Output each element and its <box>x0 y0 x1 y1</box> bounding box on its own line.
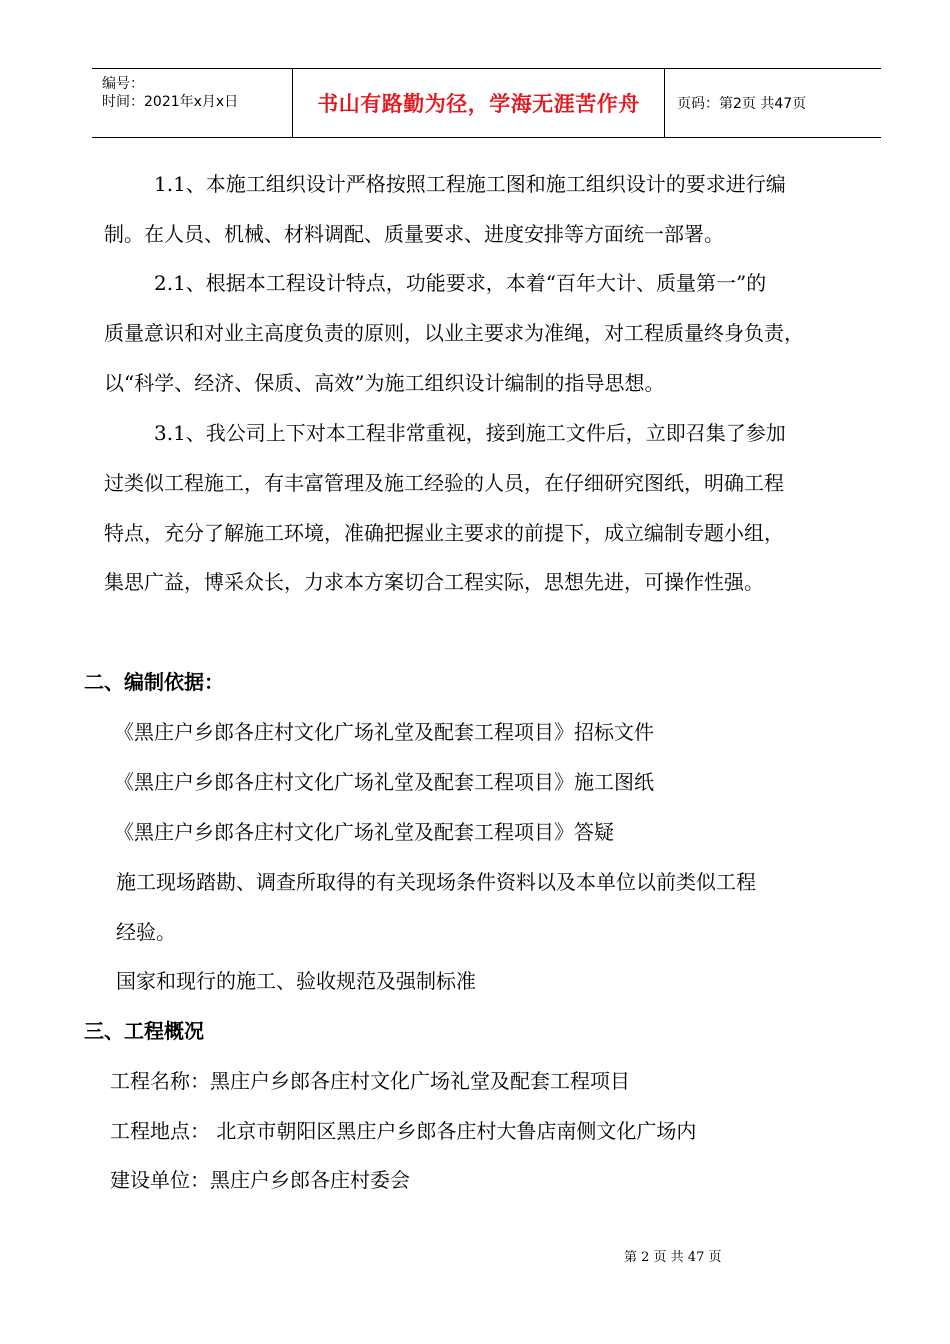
paragraph-2-line-2: 质量意识和对业主高度负责的原则，以业主要求为准绳，对工程质量终身负责， <box>104 321 804 345</box>
paragraph-3-line-3: 特点，充分了解施工环境，准确把握业主要求的前提下，成立编制专题小组， <box>104 521 784 545</box>
paragraph-2-line-1: 2.1、根据本工程设计特点，功能要求，本着“百年大计、质量第一”的 <box>154 271 767 295</box>
paragraph-3-line-2: 过类似工程施工，有丰富管理及施工经验的人员，在仔细研究图纸，明确工程 <box>104 471 784 495</box>
document-time-label: 时间：2021年x月x日 <box>102 94 239 110</box>
basis-item: 《黑庄户乡郎各庄村文化广场礼堂及配套工程项目》答疑 <box>114 820 614 844</box>
project-location: 工程地点： 北京市朝阳区黑庄户乡郎各庄村大鲁店南侧文化广场内 <box>110 1119 697 1143</box>
paragraph-2-line-3: 以“科学、经济、保质、高效”为施工组织设计编制的指导思想。 <box>104 371 665 395</box>
paragraph-3-line-1: 3.1、我公司上下对本工程非常重视，接到施工文件后，立即召集了参加 <box>154 421 786 445</box>
paragraph-1-line-1: 1.1、本施工组织设计严格按照工程施工图和施工组织设计的要求进行编 <box>154 172 786 196</box>
header-page-info: 页码：第2页 共47页 <box>677 96 807 112</box>
paragraph-1-line-2: 制。在人员、机械、材料调配、质量要求、进度安排等方面统一部署。 <box>104 222 724 246</box>
section-heading-overview: 三、工程概况 <box>84 1019 204 1043</box>
paragraph-3-line-4: 集思广益，博采众长，力求本方案切合工程实际，思想先进，可操作性强。 <box>104 570 764 594</box>
project-owner: 建设单位：黑庄户乡郎各庄村委会 <box>110 1168 410 1192</box>
basis-item: 施工现场踏勘、调查所取得的有关现场条件资料以及本单位以前类似工程 <box>116 870 756 894</box>
basis-item-continued: 经验。 <box>116 920 176 944</box>
basis-item: 国家和现行的施工、验收规范及强制标准 <box>116 969 476 993</box>
project-name: 工程名称：黑庄户乡郎各庄村文化广场礼堂及配套工程项目 <box>110 1069 630 1093</box>
header-meta-cell <box>92 69 293 137</box>
page-header <box>92 68 881 138</box>
basis-item: 《黑庄户乡郎各庄村文化广场礼堂及配套工程项目》施工图纸 <box>114 770 654 794</box>
page-footer-number: 第 2 页 共 47 页 <box>624 1250 722 1265</box>
basis-item: 《黑庄户乡郎各庄村文化广场礼堂及配套工程项目》招标文件 <box>114 720 654 744</box>
document-number-label: 编号： <box>102 76 144 92</box>
section-heading-basis: 二、编制依据： <box>84 670 224 694</box>
header-motto: 书山有路勤为径，学海无涯苦作舟 <box>293 69 665 137</box>
